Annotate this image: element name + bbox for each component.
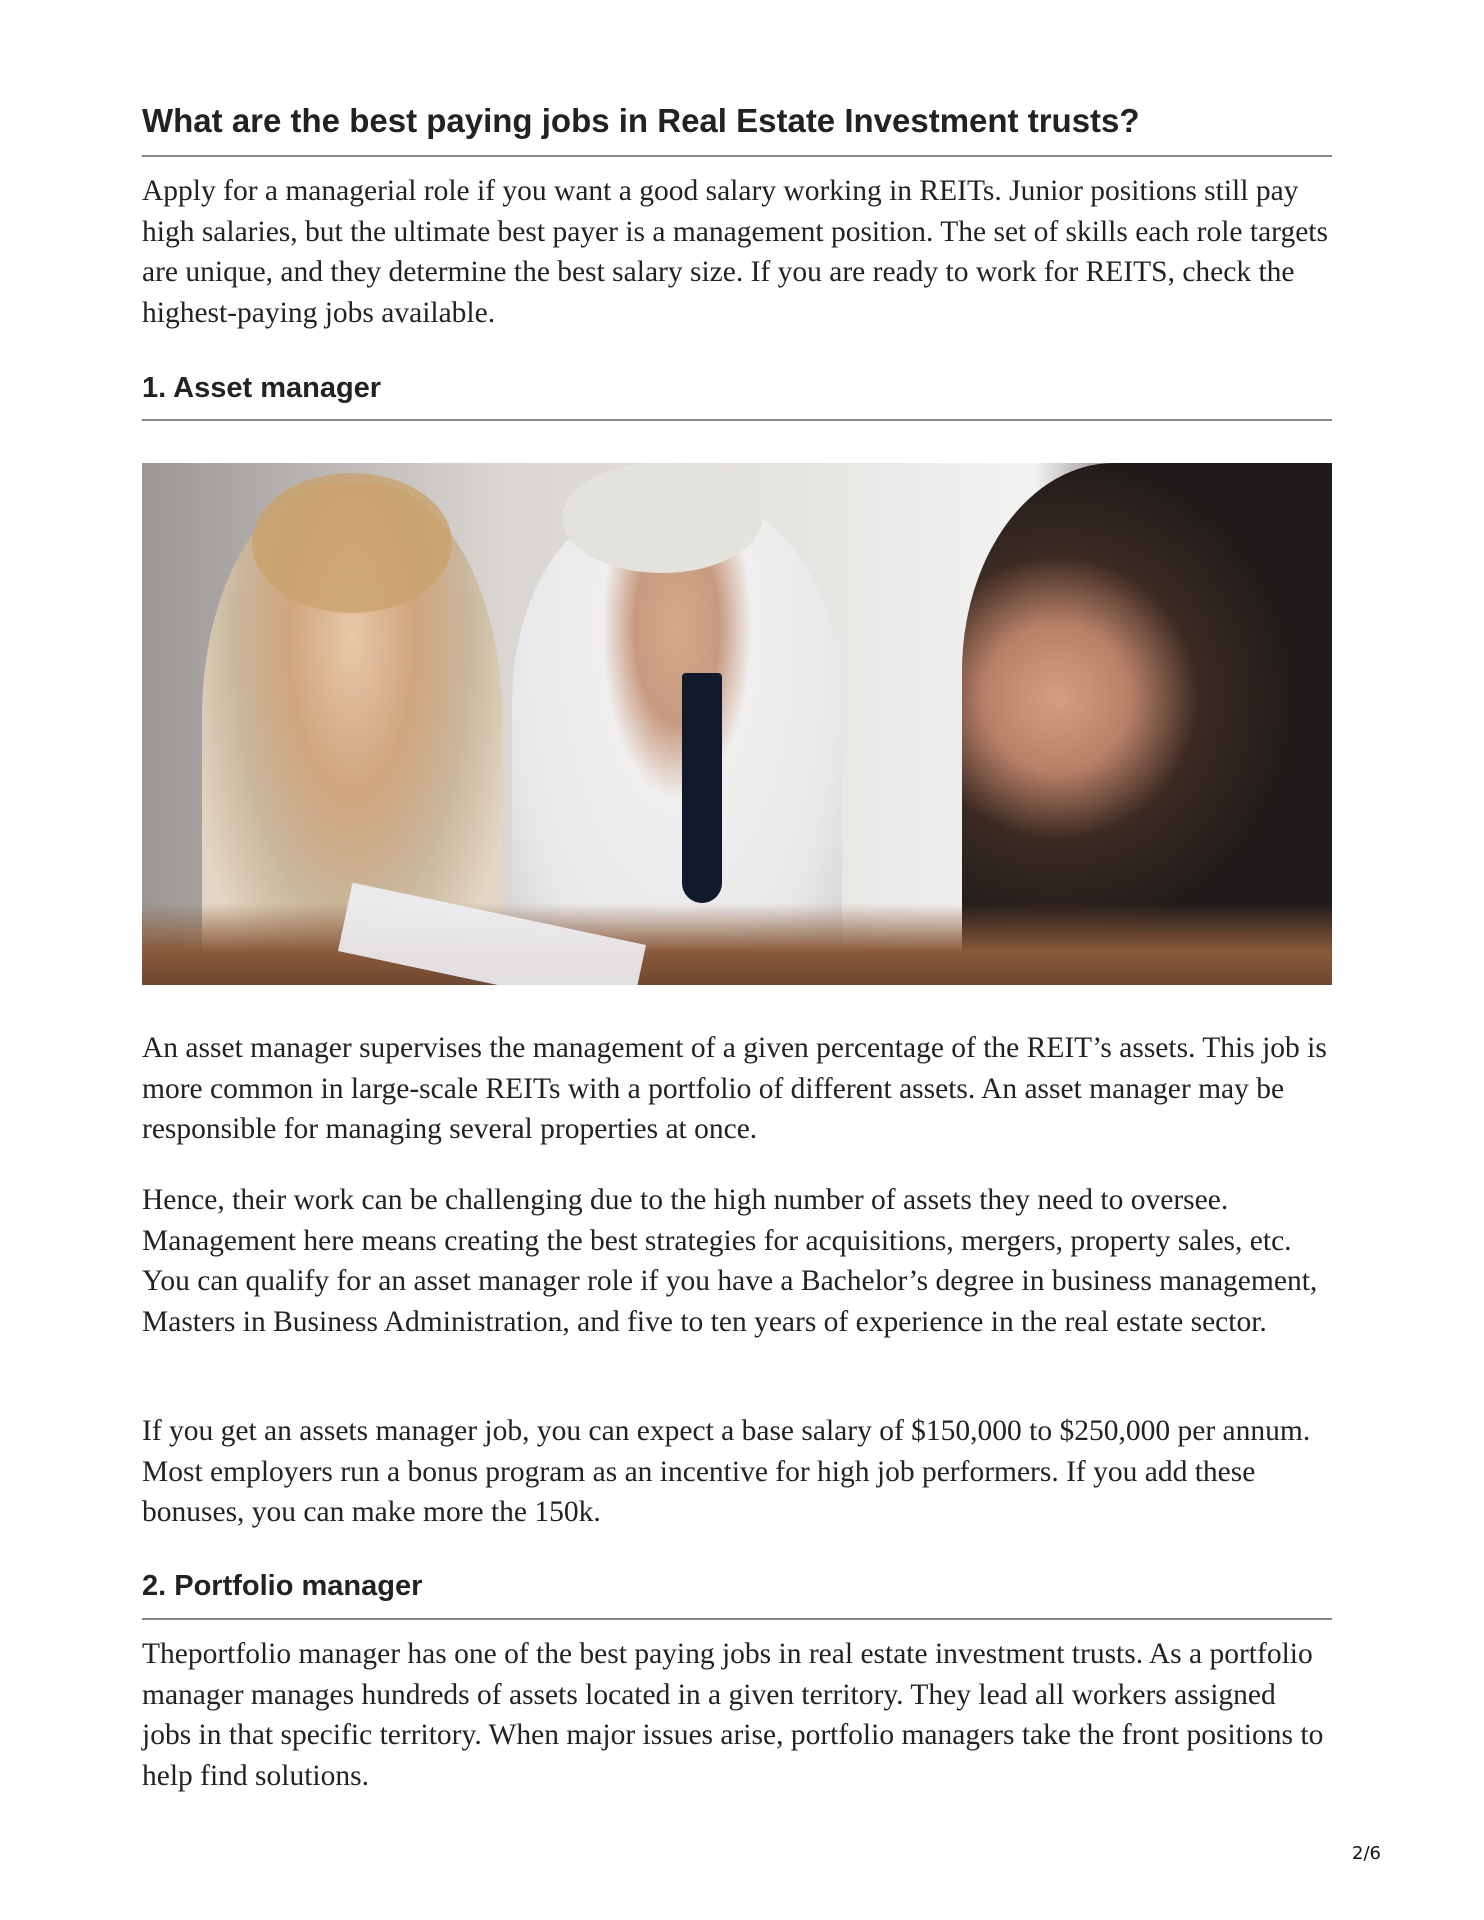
section-heading-portfolio-manager: 2. Portfolio manager xyxy=(142,1570,423,1602)
section-heading-asset-manager: 1. Asset manager xyxy=(142,372,382,404)
title-divider xyxy=(142,155,1332,157)
business-meeting-photo xyxy=(142,463,1332,985)
section-divider xyxy=(142,419,1332,421)
page-number: 2/6 xyxy=(1352,1843,1381,1864)
asset-manager-paragraph-2: Hence, their work can be challenging due to the high number of assets they need to oversee. Management here means creating the best strategies for acquisitions, mergers, property sales, etc. You can qualify for an asset manager role if you have a Bachelor’s degree in business management, Masters in Business Administration, and five to ten years of experience in the real estate sector. xyxy=(142,1184,1318,1338)
page-title: What are the best paying jobs in Real Estate Investment trusts? xyxy=(142,102,1140,139)
asset-manager-paragraph-3: If you get an assets manager job, you can expect a base salary of $150,000 to $250,000 per annum. Most employers run a bonus program as an incentive for high job performers. If you add these bonuses, you can make more the 150k. xyxy=(142,1415,1311,1528)
asset-manager-paragraph-1: An asset manager supervises the management of a given percentage of the REIT’s assets. This job is more common in large-scale REITs with a portfolio of different assets. An asset manager may be responsible for managing several properties at once. xyxy=(142,1032,1327,1145)
section-divider xyxy=(142,1618,1332,1620)
intro-paragraph: Apply for a managerial role if you want a good salary working in REITs. Junior positions still pay high salaries, but the ultimate best payer is a management position. The set of skills each role targets are unique, and they determine the best salary size. If you are ready to work for REITS, check the highest-paying jobs available. xyxy=(142,175,1328,329)
portfolio-manager-paragraph-1: Theportfolio manager has one of the best paying jobs in real estate investment trusts. As a portfolio manager manages hundreds of assets located in a given territory. They lead all workers assigned jobs in that specific territory. When major issues arise, portfolio managers take the front positions to help find solutions. xyxy=(142,1638,1324,1792)
